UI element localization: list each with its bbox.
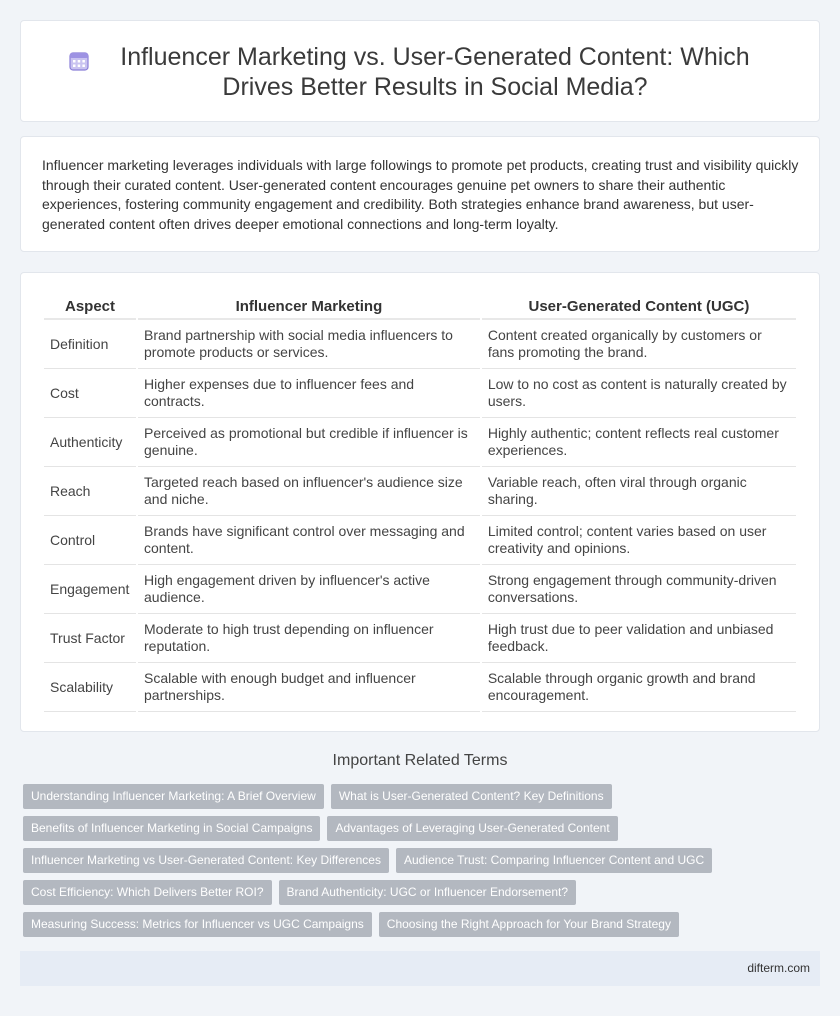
related-terms-title: Important Related Terms	[332, 752, 508, 769]
cell-aspect: Reach	[44, 467, 136, 516]
footer	[20, 951, 820, 986]
related-terms-list	[23, 784, 823, 944]
related-term-link[interactable]: Advantages of Leveraging User-Generated Content	[327, 816, 617, 841]
table-row	[44, 614, 796, 663]
cell-influencer: Moderate to high trust depending on influencer reputation.	[138, 614, 480, 663]
table-row	[44, 467, 796, 516]
footer-site: difterm.com	[747, 961, 810, 975]
cell-aspect: Definition	[44, 320, 136, 369]
intro-paragraph: Influencer marketing leverages individuals with large followings to promote pet products, creating trust and visibility quickly through their curated content. User-generated content encourages genuine pet owners to share their authentic experiences, fostering community engagement and credibility. Both strategies enhance brand awareness, but user-generated content often drives deeper emotional connections and long-term loyalty.	[42, 157, 799, 232]
cell-influencer: Perceived as promotional but credible if influencer is genuine.	[138, 418, 480, 467]
related-term-link[interactable]: Audience Trust: Comparing Influencer Content and UGC	[396, 848, 712, 873]
table-header-row	[44, 293, 796, 320]
table-row	[44, 663, 796, 712]
header-ugc: User-Generated Content (UGC)	[482, 293, 796, 320]
related-term-link[interactable]: Benefits of Influencer Marketing in Social Campaigns	[23, 816, 320, 841]
table-row	[44, 565, 796, 614]
page-title: Influencer Marketing vs. User-Generated Content: Which Drives Better Results in Social Media?	[120, 43, 750, 101]
cell-influencer: High engagement driven by influencer's active audience.	[138, 565, 480, 614]
related-term-link[interactable]: Understanding Influencer Marketing: A Brief Overview	[23, 784, 324, 809]
comparison-table	[42, 293, 798, 712]
table-row	[44, 418, 796, 467]
title-card	[20, 20, 820, 122]
cell-aspect: Authenticity	[44, 418, 136, 467]
table-row	[44, 320, 796, 369]
related-term-link[interactable]: Measuring Success: Metrics for Influencer vs UGC Campaigns	[23, 912, 372, 937]
cell-influencer: Brand partnership with social media influencers to promote products or services.	[138, 320, 480, 369]
cell-ugc: Content created organically by customers or fans promoting the brand.	[482, 320, 796, 369]
cell-ugc: Low to no cost as content is naturally created by users.	[482, 369, 796, 418]
cell-ugc: Strong engagement through community-driven conversations.	[482, 565, 796, 614]
cell-aspect: Control	[44, 516, 136, 565]
intro-card	[20, 136, 820, 252]
related-terms-row	[23, 880, 823, 905]
related-terms-row	[23, 816, 823, 841]
table-row	[44, 516, 796, 565]
related-terms-row	[23, 912, 823, 937]
cell-influencer: Targeted reach based on influencer's audience size and niche.	[138, 467, 480, 516]
cell-aspect: Engagement	[44, 565, 136, 614]
cell-ugc: Variable reach, often viral through organic sharing.	[482, 467, 796, 516]
comparison-table-card	[20, 272, 820, 732]
cell-influencer: Scalable with enough budget and influencer partnerships.	[138, 663, 480, 712]
cell-influencer: Higher expenses due to influencer fees and contracts.	[138, 369, 480, 418]
cell-ugc: Highly authentic; content reflects real customer experiences.	[482, 418, 796, 467]
cell-influencer: Brands have significant control over messaging and content.	[138, 516, 480, 565]
related-term-link[interactable]: Brand Authenticity: UGC or Influencer Endorsement?	[279, 880, 576, 905]
cell-aspect: Trust Factor	[44, 614, 136, 663]
related-term-link[interactable]: Cost Efficiency: Which Delivers Better ROI?	[23, 880, 272, 905]
header-influencer: Influencer Marketing	[138, 293, 480, 320]
related-terms-row	[23, 848, 823, 873]
related-terms-row	[23, 784, 823, 809]
cell-ugc: High trust due to peer validation and unbiased feedback.	[482, 614, 796, 663]
cell-ugc: Scalable through organic growth and brand encouragement.	[482, 663, 796, 712]
related-term-link[interactable]: Influencer Marketing vs User-Generated Content: Key Differences	[23, 848, 389, 873]
cell-aspect: Cost	[44, 369, 136, 418]
table-row	[44, 369, 796, 418]
related-term-link[interactable]: What is User-Generated Content? Key Definitions	[331, 784, 612, 809]
cell-ugc: Limited control; content varies based on user creativity and opinions.	[482, 516, 796, 565]
cell-aspect: Scalability	[44, 663, 136, 712]
related-term-link[interactable]: Choosing the Right Approach for Your Brand Strategy	[379, 912, 679, 937]
header-aspect: Aspect	[44, 293, 136, 320]
